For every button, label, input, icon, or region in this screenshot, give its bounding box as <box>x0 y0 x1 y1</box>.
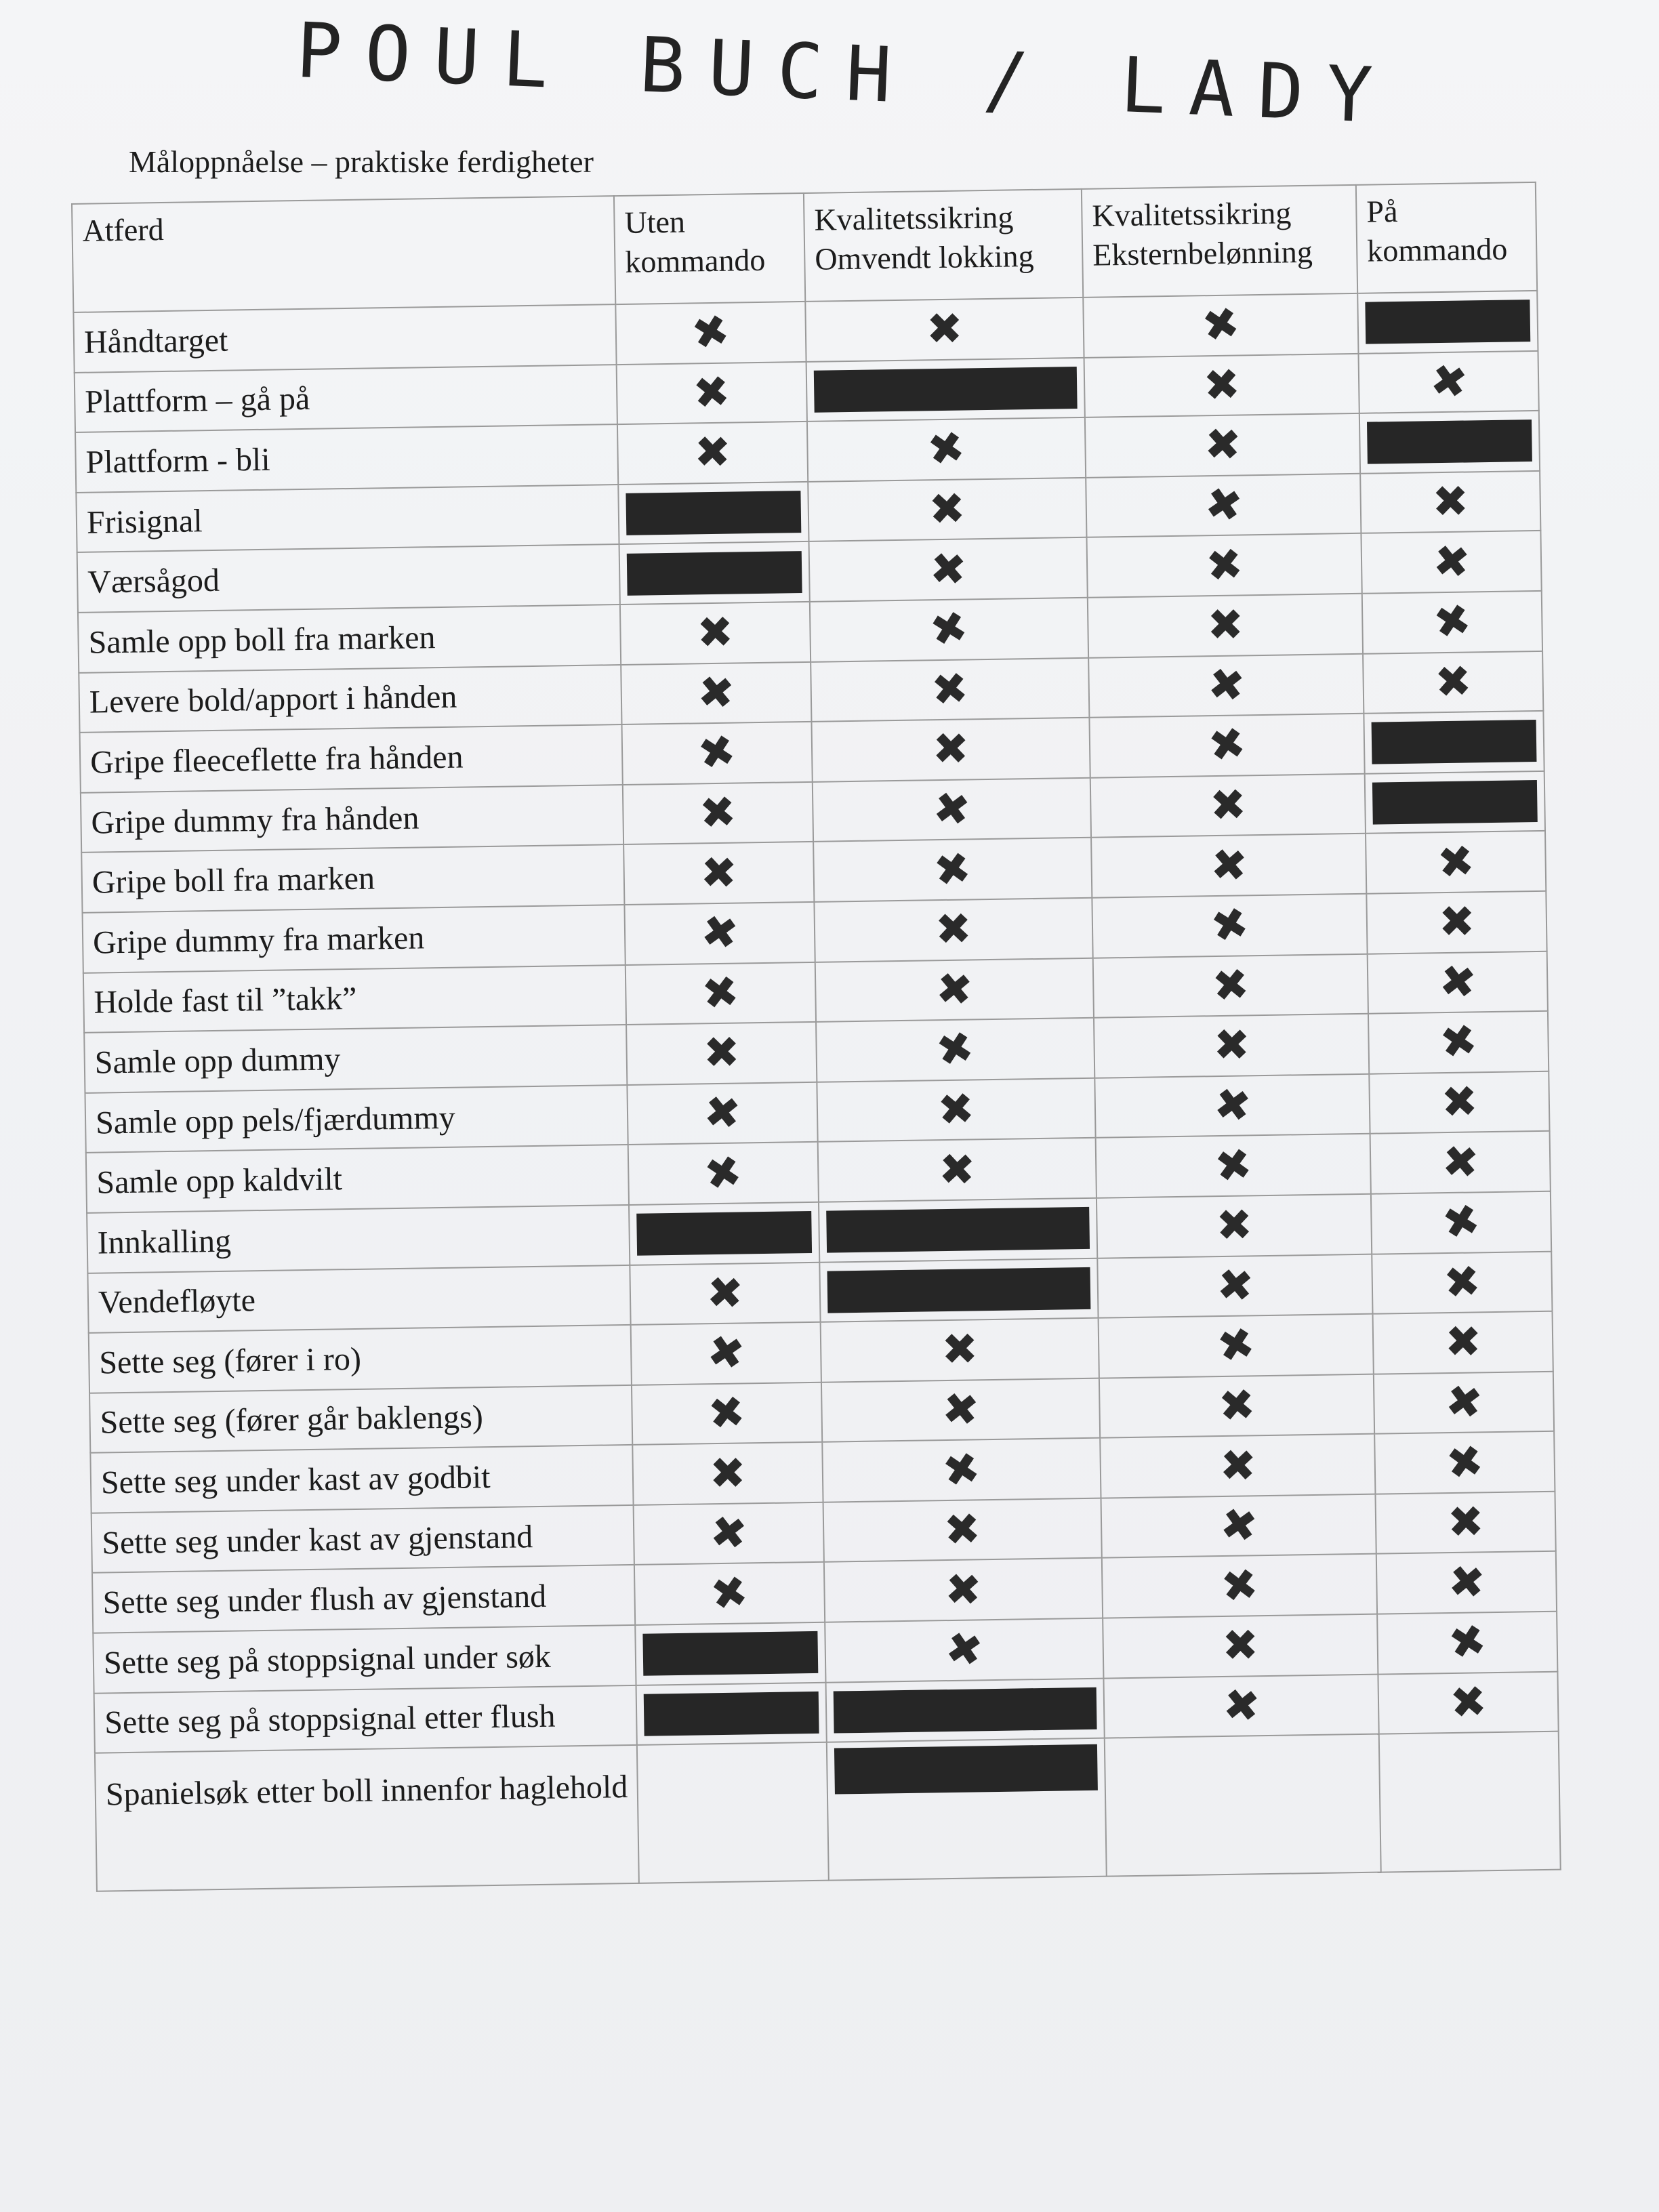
x-mark-icon: ✖ <box>703 1326 749 1382</box>
x-mark-icon: ✖ <box>1203 419 1242 472</box>
mark-cell <box>1088 653 1364 718</box>
mark-cell <box>824 1558 1103 1622</box>
x-mark-icon: ✖ <box>924 422 969 478</box>
mark-cell <box>632 1382 822 1445</box>
x-mark-icon: ✖ <box>1443 1435 1487 1490</box>
mark-cell <box>811 657 1089 722</box>
mark-cell <box>618 482 808 545</box>
col-header-uten-kommando: Uten kommando <box>614 193 805 304</box>
mark-cell <box>817 1078 1095 1142</box>
blacked-out-bar <box>636 1211 812 1256</box>
mark-cell <box>629 1202 819 1265</box>
mark-cell <box>827 1738 1107 1881</box>
mark-cell <box>1088 594 1363 658</box>
x-mark-icon: ✖ <box>941 1324 979 1376</box>
mark-cell <box>626 962 816 1025</box>
x-mark-icon: ✖ <box>1215 1200 1254 1252</box>
mark-cell <box>811 718 1090 782</box>
mark-cell <box>821 1378 1100 1442</box>
mark-cell <box>1094 1014 1369 1078</box>
x-mark-icon: ✖ <box>1444 1614 1491 1671</box>
x-mark-icon: ✖ <box>942 1504 983 1557</box>
mark-cell <box>1375 1492 1555 1555</box>
mark-cell <box>1092 894 1367 958</box>
mark-cell <box>1368 951 1548 1014</box>
mark-cell <box>1094 1073 1370 1138</box>
x-mark-icon: ✖ <box>934 963 975 1017</box>
mark-cell <box>825 1678 1104 1742</box>
x-mark-icon: ✖ <box>1438 897 1475 948</box>
x-mark-icon: ✖ <box>926 601 972 659</box>
mark-cell <box>823 1498 1102 1563</box>
x-mark-icon: ✖ <box>1446 1556 1487 1610</box>
behavior-label: Samle opp pels/fjærdummy <box>85 1085 628 1153</box>
blacked-out-bar <box>827 1267 1090 1313</box>
mark-cell <box>634 1562 825 1625</box>
x-mark-icon: ✖ <box>703 1027 741 1079</box>
x-mark-icon: ✖ <box>1202 359 1242 412</box>
behavior-label: Plattform – gå på <box>75 365 617 432</box>
table-body <box>73 291 1560 1891</box>
x-mark-icon: ✖ <box>1437 1193 1485 1251</box>
behavior-label: Levere bold/apport i hånden <box>79 665 621 733</box>
x-mark-icon: ✖ <box>697 905 742 961</box>
mark-cell <box>617 422 808 485</box>
x-mark-icon: ✖ <box>935 904 973 956</box>
mark-cell <box>632 1442 823 1505</box>
x-mark-icon: ✖ <box>1205 658 1248 713</box>
x-mark-icon: ✖ <box>939 1441 985 1498</box>
mark-cell <box>615 302 806 365</box>
mark-cell <box>1084 353 1359 417</box>
blacked-out-bar <box>627 551 802 596</box>
blacked-out-bar <box>1365 300 1530 344</box>
blacked-out-bar <box>644 1692 819 1736</box>
x-mark-icon: ✖ <box>1448 1676 1489 1729</box>
mark-cell <box>813 838 1092 902</box>
blacked-out-bar <box>626 491 801 535</box>
x-mark-icon: ✖ <box>936 1083 977 1136</box>
x-mark-icon: ✖ <box>1214 1259 1256 1313</box>
blacked-out-bar <box>834 1744 1098 1795</box>
x-mark-icon: ✖ <box>1427 354 1471 410</box>
mark-cell <box>1365 771 1545 834</box>
x-mark-icon: ✖ <box>1211 1138 1255 1194</box>
mark-cell <box>1371 1191 1551 1254</box>
behavior-label: Samle opp dummy <box>84 1025 627 1092</box>
x-mark-icon: ✖ <box>696 607 735 659</box>
x-mark-icon: ✖ <box>1212 1020 1250 1071</box>
x-mark-icon: ✖ <box>1430 535 1473 590</box>
blacked-out-bar <box>826 1207 1090 1253</box>
mark-cell <box>1099 1314 1374 1378</box>
behavior-label: Sette seg (fører i ro) <box>89 1325 632 1393</box>
blacked-out-bar <box>1372 720 1537 764</box>
behavior-label: Samle opp kaldvilt <box>86 1145 629 1212</box>
col-header-pa-kommando: På kommando <box>1356 182 1537 293</box>
col-header-omvendt-lokking: Kvalitetssikring Omvendt lokking <box>804 189 1083 302</box>
mark-cell <box>805 298 1084 362</box>
behavior-label: Frisignal <box>76 485 619 552</box>
mark-cell <box>1093 954 1368 1018</box>
mark-cell <box>1102 1554 1377 1618</box>
mark-cell <box>819 1258 1098 1322</box>
mark-cell <box>1089 714 1364 778</box>
mark-cell <box>816 1018 1094 1082</box>
blacked-out-bar <box>1367 420 1532 465</box>
x-mark-icon: ✖ <box>930 782 974 838</box>
mark-cell <box>1362 591 1542 654</box>
x-mark-icon: ✖ <box>1207 600 1244 651</box>
x-mark-icon: ✖ <box>1220 1679 1263 1734</box>
mark-cell <box>1363 651 1543 714</box>
x-mark-icon: ✖ <box>1210 1078 1254 1134</box>
x-mark-icon: ✖ <box>699 966 743 1021</box>
x-mark-icon: ✖ <box>710 1448 746 1499</box>
x-mark-icon: ✖ <box>1440 1136 1481 1189</box>
mark-cell <box>810 598 1088 662</box>
mark-cell <box>1103 1674 1378 1738</box>
mark-cell <box>627 1082 817 1145</box>
x-mark-icon: ✖ <box>932 724 970 775</box>
x-mark-icon: ✖ <box>943 1564 983 1616</box>
x-mark-icon: ✖ <box>1216 1379 1257 1433</box>
mark-cell <box>1370 1131 1551 1194</box>
x-mark-icon: ✖ <box>1439 1076 1479 1129</box>
handwritten-name: POUL BUCH / LADY <box>294 7 1397 141</box>
behavior-label: Værsågod <box>77 544 620 612</box>
x-mark-icon: ✖ <box>1442 1375 1486 1431</box>
x-mark-icon: ✖ <box>929 663 971 717</box>
x-mark-icon: ✖ <box>708 1506 750 1561</box>
x-mark-icon: ✖ <box>1446 1497 1485 1549</box>
mark-cell <box>1097 1254 1372 1318</box>
mark-cell <box>1099 1374 1374 1438</box>
mark-cell <box>1085 413 1360 478</box>
x-mark-icon: ✖ <box>1208 779 1248 832</box>
x-mark-icon: ✖ <box>1210 959 1252 1013</box>
mark-cell <box>623 842 814 905</box>
behavior-label: Holde fast til ”takk” <box>83 965 626 1033</box>
behavior-label: Spanielsøk etter boll innenfor haglehold <box>95 1745 639 1891</box>
mark-cell <box>631 1322 821 1385</box>
mark-cell <box>620 602 811 665</box>
x-mark-icon: ✖ <box>939 1383 982 1437</box>
mark-cell <box>1361 531 1541 594</box>
x-mark-icon: ✖ <box>1218 1559 1261 1614</box>
mark-cell <box>617 362 807 425</box>
x-mark-icon: ✖ <box>941 1622 987 1679</box>
mark-cell <box>621 661 811 724</box>
mark-cell <box>1083 293 1358 358</box>
header-row <box>72 182 1537 312</box>
mark-cell <box>1376 1551 1557 1614</box>
x-mark-icon: ✖ <box>1436 1015 1481 1071</box>
mark-cell <box>815 958 1094 1022</box>
mark-cell <box>626 1022 817 1085</box>
mark-cell <box>1378 1671 1558 1734</box>
mark-cell <box>808 478 1086 542</box>
behavior-label: Innkalling <box>87 1205 630 1273</box>
mark-cell <box>636 1682 827 1745</box>
mark-cell <box>1364 711 1544 774</box>
behavior-label: Sette seg under kast av godbit <box>90 1445 633 1513</box>
mark-cell <box>1372 1251 1552 1314</box>
x-mark-icon: ✖ <box>691 366 733 420</box>
mark-cell <box>1373 1311 1553 1374</box>
behavior-label: Sette seg (fører går baklengs) <box>89 1385 632 1453</box>
behavior-label: Gripe boll fra marken <box>81 844 624 912</box>
blacked-out-bar <box>642 1631 818 1676</box>
mark-cell <box>628 1142 819 1205</box>
x-mark-icon: ✖ <box>928 483 967 536</box>
x-mark-icon: ✖ <box>938 1144 977 1196</box>
mark-cell <box>1374 1371 1554 1434</box>
x-mark-icon: ✖ <box>1201 477 1246 534</box>
mark-cell <box>1086 533 1361 598</box>
x-mark-icon: ✖ <box>697 786 739 840</box>
x-mark-icon: ✖ <box>1204 718 1250 774</box>
mark-cell <box>1359 411 1540 474</box>
mark-cell <box>1105 1734 1381 1877</box>
mark-cell <box>1374 1431 1555 1494</box>
mark-cell <box>619 541 810 605</box>
mark-cell <box>623 782 813 845</box>
mark-cell <box>1097 1194 1372 1258</box>
mark-cell <box>822 1438 1101 1502</box>
behavior-label: Sette seg under kast av gjenstand <box>91 1505 634 1573</box>
table-row <box>95 1732 1561 1891</box>
mark-cell <box>807 417 1086 482</box>
mark-cell <box>1379 1732 1561 1872</box>
mark-cell <box>1101 1494 1376 1559</box>
blacked-out-bar <box>814 367 1078 413</box>
behavior-label: Håndtarget <box>73 304 616 372</box>
mark-cell <box>1091 834 1366 898</box>
x-mark-icon: ✖ <box>1208 839 1249 893</box>
blacked-out-bar <box>834 1687 1097 1734</box>
x-mark-icon: ✖ <box>701 1145 746 1202</box>
mark-cell <box>1366 831 1546 894</box>
mark-cell <box>825 1618 1103 1683</box>
behavior-label: Sette seg på stoppsignal under søk <box>93 1625 636 1693</box>
mark-cell <box>1368 1011 1549 1074</box>
mark-cell <box>1086 474 1361 538</box>
x-mark-icon: ✖ <box>930 842 975 898</box>
col-header-eksternbelonning: Kvalitetssikring Eksternbelønning <box>1082 185 1357 298</box>
x-mark-icon: ✖ <box>928 543 968 596</box>
col-header-atferd: Atferd <box>72 196 615 312</box>
mark-cell <box>637 1742 829 1883</box>
mark-cell <box>806 357 1085 422</box>
x-mark-icon: ✖ <box>932 1021 979 1078</box>
document-title: Måloppnåelse – praktiske ferdigheter <box>129 144 594 179</box>
x-mark-icon: ✖ <box>1436 955 1479 1010</box>
mark-cell <box>821 1318 1099 1382</box>
mark-cell <box>1100 1434 1375 1498</box>
x-mark-icon: ✖ <box>707 1565 752 1622</box>
x-mark-icon: ✖ <box>694 724 740 782</box>
x-mark-icon: ✖ <box>695 666 737 720</box>
x-mark-icon: ✖ <box>687 304 735 362</box>
x-mark-icon: ✖ <box>1203 538 1246 593</box>
mark-cell <box>1358 351 1538 414</box>
behavior-label: Sette seg på stoppsignal etter flush <box>94 1685 637 1753</box>
mark-cell <box>1366 891 1547 954</box>
mark-cell <box>1377 1612 1557 1675</box>
mark-cell <box>630 1262 820 1325</box>
behavior-label: Gripe dummy fra marken <box>83 905 626 972</box>
behavior-label: Samle opp boll fra marken <box>78 605 621 672</box>
mark-cell <box>819 1198 1097 1263</box>
mark-cell <box>1360 471 1540 534</box>
mark-cell <box>635 1622 825 1685</box>
blacked-out-bar <box>1372 780 1538 825</box>
behavior-label: Gripe dummy fra hånden <box>81 785 623 853</box>
behavior-label: Sette seg under flush av gjenstand <box>92 1565 635 1633</box>
mark-cell <box>624 902 815 965</box>
mark-cell <box>818 1138 1097 1202</box>
skills-table <box>71 182 1561 1892</box>
x-mark-icon: ✖ <box>1218 1440 1257 1492</box>
x-mark-icon: ✖ <box>1206 897 1253 955</box>
mark-cell <box>813 778 1091 842</box>
behavior-label: Gripe fleeceflette fra hånden <box>80 724 623 792</box>
x-mark-icon: ✖ <box>1429 594 1475 651</box>
x-mark-icon: ✖ <box>1221 1620 1259 1672</box>
behavior-label: Plattform - bli <box>75 424 618 492</box>
mark-cell <box>1096 1134 1371 1198</box>
x-mark-icon: ✖ <box>705 1267 745 1320</box>
mark-cell <box>1357 291 1538 354</box>
behavior-label: Vendefløyte <box>87 1265 630 1332</box>
mark-cell <box>634 1502 824 1565</box>
x-mark-icon: ✖ <box>1431 476 1469 528</box>
x-mark-icon: ✖ <box>1216 1498 1261 1554</box>
x-mark-icon: ✖ <box>1435 835 1477 890</box>
x-mark-icon: ✖ <box>694 427 732 479</box>
mark-cell <box>1090 774 1366 838</box>
mark-cell <box>809 537 1088 602</box>
x-mark-icon: ✖ <box>699 847 738 899</box>
mark-cell <box>1103 1614 1378 1679</box>
x-mark-icon: ✖ <box>1433 655 1473 709</box>
x-mark-icon: ✖ <box>1212 1317 1259 1374</box>
x-mark-icon: ✖ <box>701 1086 743 1141</box>
table-wrapper <box>71 182 1561 1892</box>
x-mark-icon: ✖ <box>1198 297 1244 354</box>
x-mark-icon: ✖ <box>926 304 963 355</box>
mark-cell <box>814 898 1092 962</box>
x-mark-icon: ✖ <box>1444 1317 1482 1368</box>
x-mark-icon: ✖ <box>705 1386 748 1441</box>
mark-cell <box>1369 1071 1549 1134</box>
mark-cell <box>622 722 813 785</box>
x-mark-icon: ✖ <box>1441 1255 1483 1310</box>
